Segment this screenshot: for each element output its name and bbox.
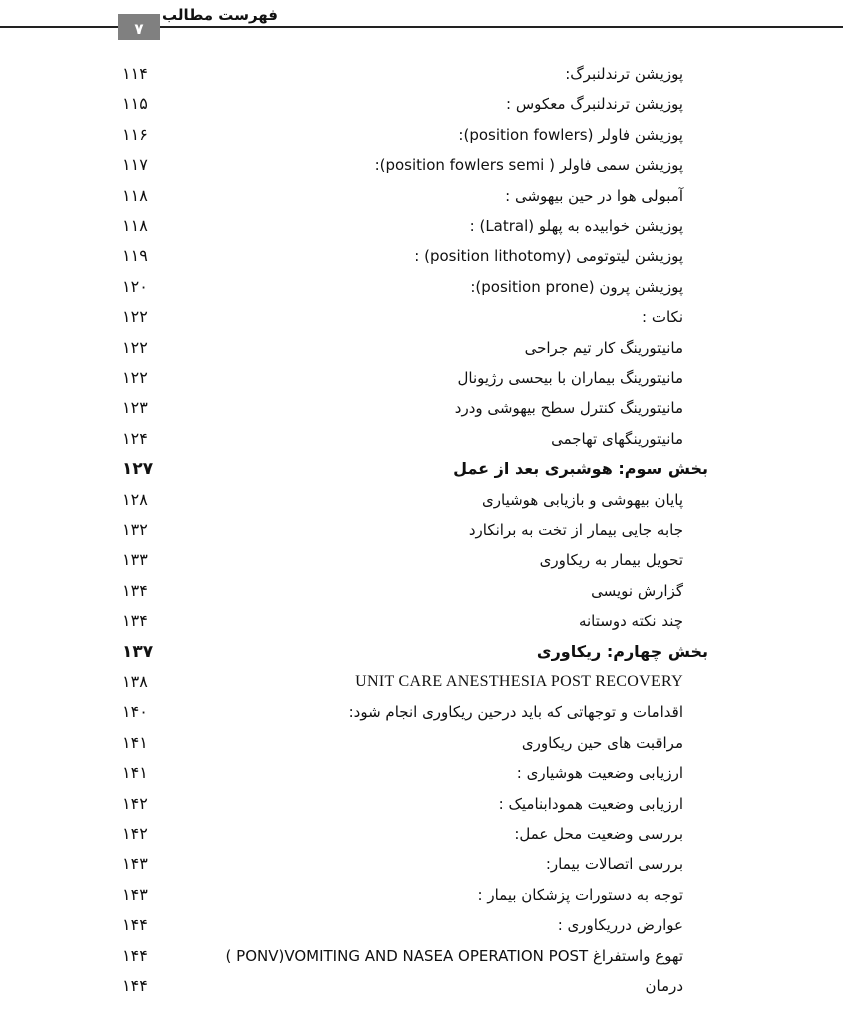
toc-page-number: ۱۴۰ xyxy=(122,702,148,722)
toc-entry xyxy=(0,607,843,635)
toc-entry-title: بخش چهارم: ریکاوری xyxy=(536,641,708,661)
toc-entry xyxy=(0,911,843,939)
toc-entry-title: پوزیشن ترندلنبرگ: xyxy=(565,65,683,83)
toc-page-number: ۱۱۵ xyxy=(122,94,148,114)
toc-entry xyxy=(0,151,843,179)
toc-page-number: ۱۴۴ xyxy=(122,945,148,965)
toc-entry xyxy=(0,182,843,210)
toc-entry xyxy=(0,121,843,149)
toc-entry xyxy=(0,577,843,605)
toc-entry xyxy=(0,546,843,574)
toc-entry-title: عوارض درریکاوری : xyxy=(557,916,683,935)
toc-entry xyxy=(0,303,843,331)
toc-entry xyxy=(0,334,843,362)
toc-entry xyxy=(0,242,843,270)
toc-entry-title: ارزیابی وضعیت همودابنامیک : xyxy=(498,794,683,813)
toc-page-number: ۱۴۳ xyxy=(122,854,148,874)
toc-entry-title: پوزیشن لیتوتومی (position lithotomy) : xyxy=(414,247,683,266)
toc-entry xyxy=(0,212,843,240)
toc-entry-title: مانیتورینگ کنترل سطح بیهوشی ودرد xyxy=(454,399,683,418)
toc-page-number: ۱۳۳ xyxy=(122,550,148,570)
toc-page-number: ۱۲۷ xyxy=(122,459,154,480)
toc-entry-title: مانیتورینگ بیماران با بیحسی رژیونال xyxy=(457,369,683,387)
toc-entry xyxy=(0,90,843,118)
toc-page-number: ۱۲۲ xyxy=(122,307,148,327)
toc-page-number: ۱۳۴ xyxy=(122,580,148,600)
toc-page-number: ۱۲۸ xyxy=(122,489,148,509)
toc-entry-title: پایان بیهوشی و بازیابی هوشیاری xyxy=(482,490,683,509)
toc-entry xyxy=(0,60,843,88)
toc-page-number: ۱۱۸ xyxy=(122,185,148,205)
toc-page-number: ۱۴۲ xyxy=(122,824,148,843)
toc-entry xyxy=(0,425,843,453)
toc-page-number: ۱۱۷ xyxy=(122,155,148,175)
toc-entry xyxy=(0,942,843,970)
toc-entry xyxy=(0,759,843,787)
toc-entry-title: بخش سوم: هوشبری بعد از عمل xyxy=(453,459,708,479)
toc-entry-title: نکات : xyxy=(642,308,683,327)
toc-entry xyxy=(0,394,843,422)
toc-page-number: ۱۴۴ xyxy=(122,976,148,995)
toc-page-number: ۱۱۶ xyxy=(122,124,148,144)
toc-entry-title: اقدامات و توجهاتی که باید درحین ریکاوری انجام شود: xyxy=(348,703,683,722)
page-number-box: ۷ xyxy=(118,14,160,40)
toc-entry-title: مانیتورینگهای تهاجمی xyxy=(551,429,683,448)
toc-entry xyxy=(0,729,843,757)
running-title: فهرست مطالب xyxy=(162,6,278,24)
toc-page-number: ۱۴۲ xyxy=(122,793,148,813)
toc-entry-title: ارزیابی وضعیت هوشیاری : xyxy=(516,764,683,783)
toc-entry-title: تحویل بیمار به ریکاوری xyxy=(539,551,683,570)
toc-page-number: ۱۲۰ xyxy=(122,276,148,296)
toc-entry-title: UNIT CARE ANESTHESIA POST RECOVERY xyxy=(355,673,683,690)
toc-page-number: ۱۲۲ xyxy=(122,368,148,387)
toc-page-number: ۱۴۴ xyxy=(122,915,148,935)
toc-entry xyxy=(0,881,843,909)
toc-entry xyxy=(0,668,843,696)
toc-page-number: ۱۳۴ xyxy=(122,611,148,631)
toc-entry-title: پوزیشن فاولر (position fowlers): xyxy=(458,125,683,144)
toc-entry-title: درمان xyxy=(645,977,683,995)
toc-entry xyxy=(0,698,843,726)
toc-entry-title: بررسی وضعیت محل عمل: xyxy=(514,825,683,843)
toc-entry xyxy=(0,516,843,544)
toc-page-number: ۱۱۹ xyxy=(122,246,148,266)
toc-page-number: ۱۱۸ xyxy=(122,216,148,235)
toc-entry-title: پوزیشن پرون (position prone): xyxy=(470,277,683,296)
toc-entry-title: چند نکته دوستانه xyxy=(578,612,683,631)
toc-page-number: ۱۲۴ xyxy=(122,428,148,448)
toc-entry xyxy=(0,820,843,848)
toc-page-number: ۱۲۳ xyxy=(122,398,148,418)
toc-entry-title: توجه به دستورات پزشکان بیمار : xyxy=(477,885,683,904)
toc-page-number: ۱۳۸ xyxy=(122,672,148,691)
toc-entry-title: آمبولی هوا در حین بیهوشی : xyxy=(505,186,683,205)
toc-entry-title: پوزیشن سمی فاولر ( position fowlers semi): xyxy=(374,156,683,175)
toc-entry xyxy=(0,273,843,301)
page-header xyxy=(0,0,843,40)
toc-entry-title: جابه جایی بیمار از تخت به برانکارد xyxy=(468,521,683,539)
toc-entry xyxy=(0,364,843,392)
toc-entry-title: مانیتورینگ کار تیم جراحی xyxy=(524,338,683,357)
toc-entry xyxy=(0,850,843,878)
toc-section-heading xyxy=(0,455,843,483)
toc-page-number: ۱۴۳ xyxy=(122,884,148,904)
toc-page-number: ۱۳۲ xyxy=(122,520,148,539)
toc-entry-title: مراقبت های حین ریکاوری xyxy=(521,733,683,752)
toc-page-number: ۱۴۱ xyxy=(122,732,148,752)
toc-entry xyxy=(0,790,843,818)
toc-entry xyxy=(0,972,843,1000)
toc-page-number: ۱۳۷ xyxy=(122,641,154,662)
toc-entry-title: پوزیشن خوابیده به پهلو (Latral) : xyxy=(469,217,683,235)
toc-section-heading xyxy=(0,638,843,666)
toc-entry-title: بررسی اتصالات بیمار: xyxy=(545,855,683,874)
toc-entry-title: پوزیشن ترندلنبرگ معکوس : xyxy=(506,95,683,114)
toc-entry xyxy=(0,486,843,514)
toc-entry-title: گزارش نویسی xyxy=(591,581,683,600)
toc-page-number: ۱۴۱ xyxy=(122,763,148,783)
toc-page-number: ۱۲۲ xyxy=(122,337,148,357)
toc-entry-title: تهوع واستفراغ PONV)VOMITING AND NASEA OPERATION POST ) xyxy=(225,946,683,965)
toc-page-number: ۱۱۴ xyxy=(122,64,148,83)
